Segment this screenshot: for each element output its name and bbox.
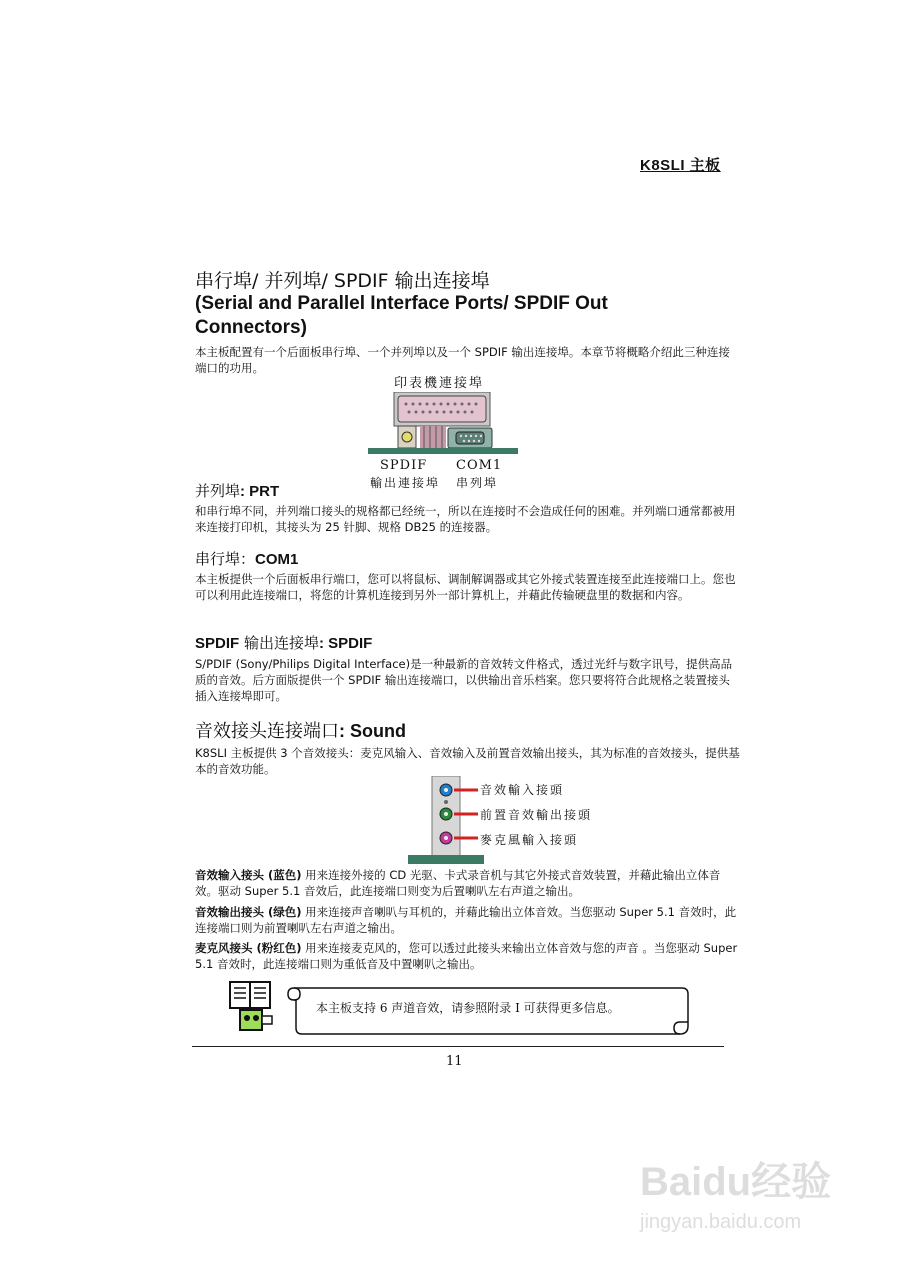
spdif-cn-label: 輸出連接埠 (370, 476, 441, 490)
audio-jacks-illustration (408, 776, 484, 864)
ports-diagram (368, 372, 518, 490)
com1-heading-cn: 串行埠： (195, 550, 256, 568)
ports-illustration (368, 392, 518, 454)
com1-body: 本主板提供一个后面板串行端口，您可以将鼠标、调制解调器或其它外接式装置连接至此连接端口上。您也可以利用此连接端口，将您的计算机连接到另外一部计算机上，并藉此传输硬盘里的数据和内容。 (195, 572, 736, 602)
prt-heading (195, 480, 279, 501)
page-number: 11 (446, 1054, 463, 1069)
audio-in-lead: 音效输入接头 (蓝色) (195, 868, 302, 882)
section-title-en-2: Connectors) (195, 317, 307, 338)
sound-heading-cn: 音效接头连接端口 (195, 721, 339, 742)
printer-port-label: 印表機連接埠 (394, 376, 485, 391)
audio-in-text: 用来连接外接的 CD 光驱、卡式录音机与其它外接式音效装置，并藉此输出立体音效。驱动 Super 5.1 音效后，此连接端口则变为后置喇叭左右声道之输出。 (195, 868, 721, 898)
audio-jacks-diagram (408, 776, 628, 864)
audio-out-desc (195, 904, 740, 936)
com1-cn-label: 串列埠 (456, 476, 499, 490)
mic-lead: 麦克风接头 (粉红色) (195, 941, 302, 955)
spdif-heading-cn: 输出连接埠 (239, 634, 319, 652)
mic-in-label: 麥克風輸入接頭 (480, 833, 579, 847)
section-title-cn: 串行埠/ 并列埠/ SPDIF 输出连接埠 (195, 270, 490, 292)
audio-out-text: 用来连接声音喇叭与耳机的，并藉此输出立体音效。当您驱动 Super 5.1 音效时，此连接端口则为前置喇叭左右声道之输出。 (195, 905, 737, 935)
page-header-title: K8SLI 主板 (640, 157, 721, 174)
spdif-heading-en1: SPDIF (195, 635, 240, 652)
sound-heading (195, 717, 406, 743)
sound-intro: K8SLI 主板提供 3 个音效接头：麦克风输入、音效输入及前置音效输出接头，其为标准的音效接头，提供基本的音效功能。 (195, 746, 740, 776)
mic-desc (195, 940, 740, 972)
spdif-port-label: SPDIF (380, 458, 428, 473)
com1-heading (195, 548, 298, 569)
watermark-brand: Baidu经验 (640, 1160, 832, 1204)
footer-rule (192, 1046, 724, 1047)
spdif-heading-en2: : SPDIF (318, 635, 373, 652)
com1-port-label: COM1 (456, 458, 503, 473)
section-intro: 本主板配置有一个后面板串行埠、一个并列埠以及一个 SPDIF 输出连接埠。本章节将概略介绍此三种连接端口的功用。 (195, 345, 730, 375)
note-book-icon (226, 978, 278, 1034)
watermark-url: jingyan.baidu.com (640, 1211, 802, 1233)
sound-heading-en: : Sound (339, 721, 406, 741)
note-text: 本主板支持 6 声道音效，请参照附录 I 可获得更多信息。 (316, 1001, 620, 1015)
audio-out-lead: 音效输出接头 (绿色) (195, 905, 302, 919)
com1-heading-en: COM1 (255, 551, 299, 568)
audio-in-label: 音效輸入接頭 (480, 783, 565, 797)
front-audio-out-label: 前置音效輸出接頭 (480, 808, 593, 822)
spdif-heading (195, 632, 372, 653)
mic-text: 用来连接麦克风的，您可以透过此接头来输出立体音效与您的声音 。当您驱动 Super 5.1 音效时，此连接端口则为重低音及中置喇叭之输出。 (195, 941, 738, 971)
prt-heading-cn: 并列埠 (195, 482, 241, 500)
baidu-watermark (640, 1150, 870, 1250)
spdif-body: S/PDIF (Sony/Philips Digital Interface)是一种最新的音效转文件格式，透过光纤与数字讯号，提供高品质的音效。后方面版提供一个 SPDIF 输出连接端口，以供输出音乐档案。您只要将符合此规格之装置接头插入连接埠即可。 (195, 657, 733, 703)
section-title-en-1: (Serial and Parallel Interface Ports/ SPDIF Out (195, 293, 608, 314)
prt-body: 和串行埠不同，并列端口接头的规格都已经统一，所以在连接时不会造成任何的困难。并列端口通常都被用来连接打印机，其接头为 25 针脚、规格 DB25 的连接器。 (195, 504, 736, 534)
audio-in-desc (195, 867, 740, 899)
prt-heading-en: : PRT (240, 483, 280, 500)
